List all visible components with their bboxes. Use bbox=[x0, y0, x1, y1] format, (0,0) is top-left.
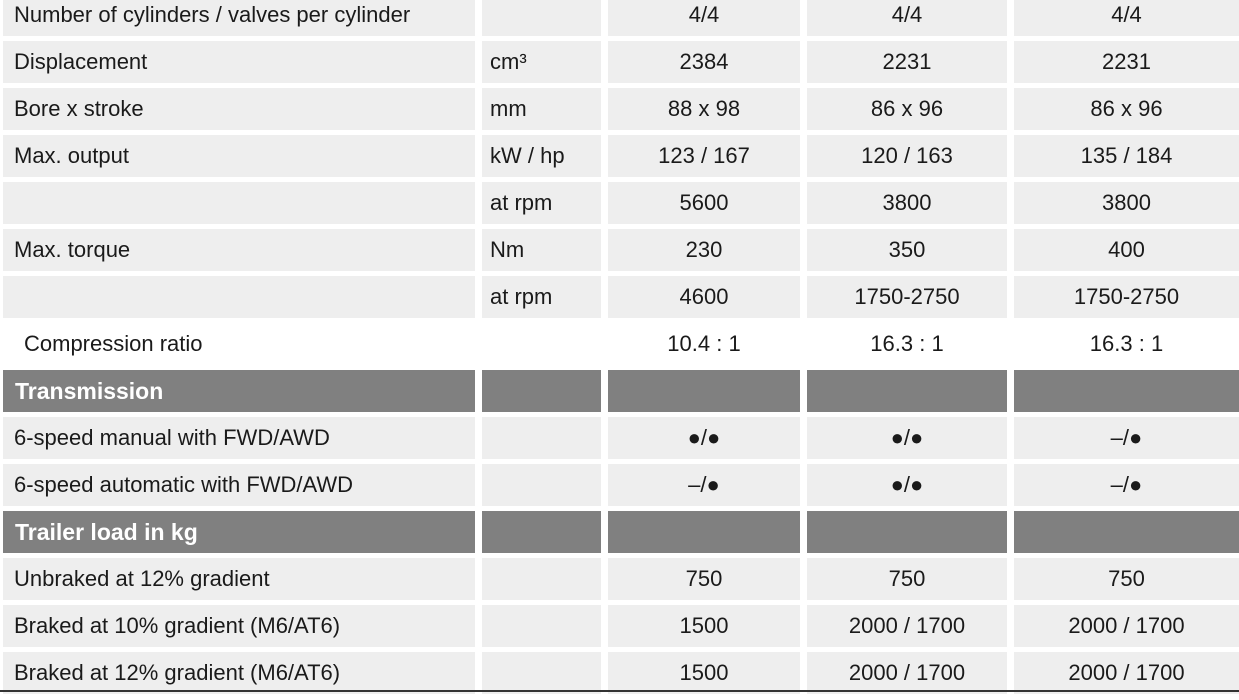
table-row bbox=[0, 321, 1239, 368]
unit-cell bbox=[482, 0, 601, 36]
unit-cell bbox=[482, 323, 601, 365]
model-2-value-cell: 1750-2750 bbox=[807, 276, 1007, 318]
model-2-value-cell: 4/4 bbox=[807, 0, 1007, 36]
row-label-cell: Braked at 10% gradient (M6/AT6) bbox=[3, 605, 475, 647]
unit-cell bbox=[482, 417, 601, 459]
model-3-value-cell bbox=[1014, 370, 1239, 412]
unit-cell: mm bbox=[482, 88, 601, 130]
table-row bbox=[0, 39, 1239, 86]
section-title: Transmission bbox=[3, 370, 475, 412]
unit-cell bbox=[482, 370, 601, 412]
model-3-value-cell: –/● bbox=[1014, 464, 1239, 506]
model-1-value-cell: 230 bbox=[608, 229, 800, 271]
row-label-cell: 6-speed automatic with FWD/AWD bbox=[3, 464, 475, 506]
model-3-value-cell: 86 x 96 bbox=[1014, 88, 1239, 130]
table-row bbox=[0, 0, 1239, 39]
unit-cell bbox=[482, 652, 601, 694]
model-2-value-cell: 120 / 163 bbox=[807, 135, 1007, 177]
row-label-cell: Max. output bbox=[3, 135, 475, 177]
row-label-cell: Unbraked at 12% gradient bbox=[3, 558, 475, 600]
model-1-value-cell: 4/4 bbox=[608, 0, 800, 36]
model-3-value-cell: 2000 / 1700 bbox=[1014, 605, 1239, 647]
model-2-value-cell: ●/● bbox=[807, 417, 1007, 459]
model-1-value-cell: 750 bbox=[608, 558, 800, 600]
row-label-cell: 6-speed manual with FWD/AWD bbox=[3, 417, 475, 459]
row-label-cell: Compression ratio bbox=[3, 323, 475, 365]
model-3-value-cell bbox=[1014, 511, 1239, 553]
model-3-value-cell: 4/4 bbox=[1014, 0, 1239, 36]
model-1-value-cell: 2384 bbox=[608, 41, 800, 83]
unit-cell bbox=[482, 558, 601, 600]
model-2-value-cell: 3800 bbox=[807, 182, 1007, 224]
model-2-value-cell: 2231 bbox=[807, 41, 1007, 83]
table-row bbox=[0, 274, 1239, 321]
model-1-value-cell: 1500 bbox=[608, 652, 800, 694]
model-1-value-cell: ●/● bbox=[608, 417, 800, 459]
section-header-row bbox=[0, 509, 1239, 556]
model-3-value-cell: 2000 / 1700 bbox=[1014, 652, 1239, 694]
model-2-value-cell bbox=[807, 511, 1007, 553]
model-1-value-cell: 1500 bbox=[608, 605, 800, 647]
row-label-cell: Max. torque bbox=[3, 229, 475, 271]
table-row bbox=[0, 86, 1239, 133]
model-3-value-cell: 16.3 : 1 bbox=[1014, 323, 1239, 365]
section-title: Trailer load in kg bbox=[3, 511, 475, 553]
table-row bbox=[0, 180, 1239, 227]
unit-cell: cm³ bbox=[482, 41, 601, 83]
unit-cell bbox=[482, 511, 601, 553]
unit-cell: at rpm bbox=[482, 276, 601, 318]
row-label-cell: Braked at 12% gradient (M6/AT6) bbox=[3, 652, 475, 694]
model-2-value-cell: ●/● bbox=[807, 464, 1007, 506]
model-1-value-cell bbox=[608, 511, 800, 553]
table-bottom-rule bbox=[0, 690, 1239, 692]
row-label-cell: Number of cylinders / valves per cylinder bbox=[3, 0, 475, 36]
model-2-value-cell: 750 bbox=[807, 558, 1007, 600]
row-label-cell: Displacement bbox=[3, 41, 475, 83]
table-row bbox=[0, 556, 1239, 603]
table-row bbox=[0, 133, 1239, 180]
model-1-value-cell: 5600 bbox=[608, 182, 800, 224]
model-2-value-cell bbox=[807, 370, 1007, 412]
row-label-cell: Bore x stroke bbox=[3, 88, 475, 130]
unit-cell: kW / hp bbox=[482, 135, 601, 177]
model-3-value-cell: 750 bbox=[1014, 558, 1239, 600]
model-1-value-cell: 10.4 : 1 bbox=[608, 323, 800, 365]
unit-cell: Nm bbox=[482, 229, 601, 271]
model-2-value-cell: 350 bbox=[807, 229, 1007, 271]
model-2-value-cell: 16.3 : 1 bbox=[807, 323, 1007, 365]
section-header-row bbox=[0, 368, 1239, 415]
model-1-value-cell: 123 / 167 bbox=[608, 135, 800, 177]
model-1-value-cell: 88 x 98 bbox=[608, 88, 800, 130]
row-label-cell bbox=[3, 276, 475, 318]
model-2-value-cell: 86 x 96 bbox=[807, 88, 1007, 130]
table-row bbox=[0, 415, 1239, 462]
model-2-value-cell: 2000 / 1700 bbox=[807, 605, 1007, 647]
model-1-value-cell: 4600 bbox=[608, 276, 800, 318]
model-3-value-cell: 400 bbox=[1014, 229, 1239, 271]
model-1-value-cell bbox=[608, 370, 800, 412]
model-1-value-cell: –/● bbox=[608, 464, 800, 506]
unit-cell: at rpm bbox=[482, 182, 601, 224]
table-row bbox=[0, 603, 1239, 650]
model-3-value-cell: –/● bbox=[1014, 417, 1239, 459]
model-3-value-cell: 3800 bbox=[1014, 182, 1239, 224]
model-2-value-cell: 2000 / 1700 bbox=[807, 652, 1007, 694]
unit-cell bbox=[482, 464, 601, 506]
model-3-value-cell: 2231 bbox=[1014, 41, 1239, 83]
table-row bbox=[0, 462, 1239, 509]
model-3-value-cell: 1750-2750 bbox=[1014, 276, 1239, 318]
row-label-cell bbox=[3, 182, 475, 224]
unit-cell bbox=[482, 605, 601, 647]
model-3-value-cell: 135 / 184 bbox=[1014, 135, 1239, 177]
table-row bbox=[0, 227, 1239, 274]
